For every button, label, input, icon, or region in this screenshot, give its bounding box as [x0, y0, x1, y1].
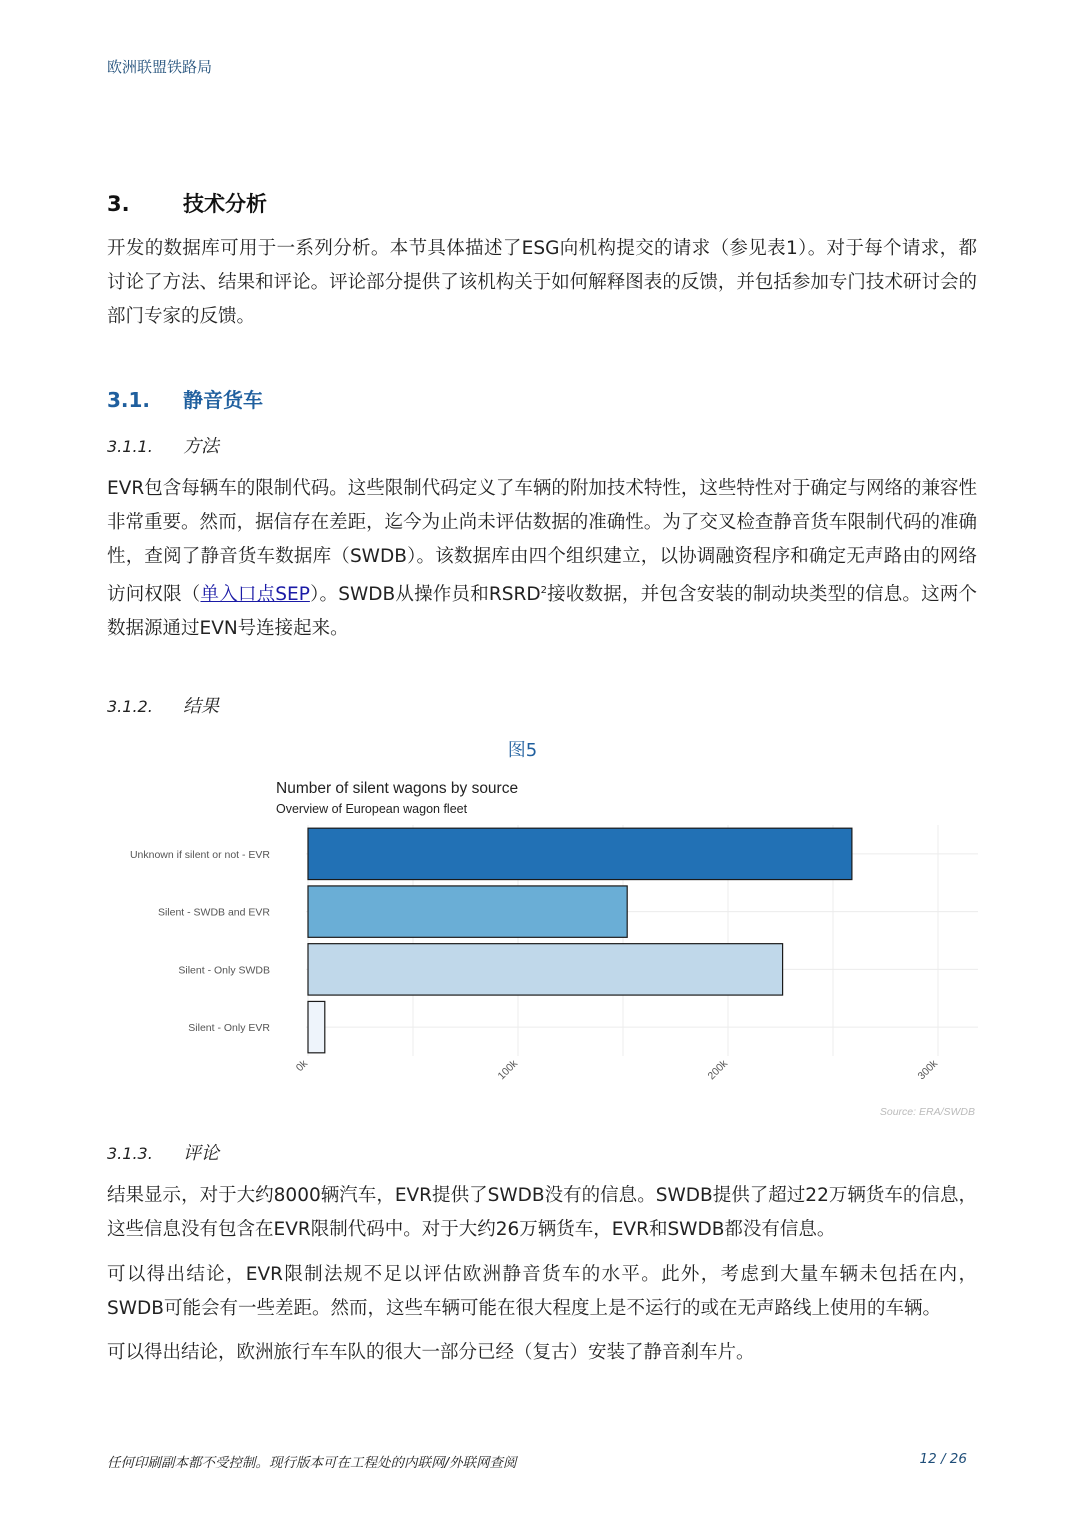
- category-label: Unknown if silent or not - EVR: [129, 848, 270, 861]
- results-number: 3.1.2.: [107, 697, 153, 716]
- section-number: 3.: [107, 192, 130, 216]
- comment-paragraph-2: 可以得出结论，EVR限制法规不足以评估欧洲静音货车的水平。此外，考虑到大量车辆未包括在内，SWDB可能会有一些差距。然而，这些车辆可能在很大程度上是不运行的或在无声路线上使用的车辆。: [107, 1264, 977, 1319]
- comment-heading: [107, 1139, 219, 1165]
- x-tick-label: 300k: [915, 1057, 941, 1083]
- comment-paragraph-1: 结果显示，对于大约8000辆汽车，EVR提供了SWDB没有的信息。SWDB提供了超过22万辆货车的信息，这些信息没有包含在EVR限制代码中。对于大约26万辆货车，EVR和SWDB都没有信息。: [107, 1185, 977, 1240]
- method-heading: [107, 432, 219, 458]
- comment-number: 3.1.3.: [107, 1144, 153, 1163]
- category-label: Silent - Only EVR: [188, 1022, 270, 1035]
- results-title: 结果: [183, 696, 219, 717]
- results-heading: [107, 692, 219, 718]
- bar-1: [308, 828, 852, 879]
- method-text-2: ）。SWDB从操作员和RSRD: [309, 584, 541, 606]
- bar-2: [308, 886, 627, 937]
- bar-3: [308, 944, 783, 995]
- method-paragraph: [107, 472, 977, 646]
- footer-note: 任何印刷副本都不受控制。现行版本可在工程处的内联网/外联网查阅: [107, 1455, 517, 1471]
- chart-tick-labels: [294, 1057, 941, 1082]
- subsection-heading: [107, 384, 263, 413]
- sep-link[interactable]: 单入口点SEP: [200, 584, 310, 606]
- chart-subtitle: Overview of European wagon fleet: [276, 802, 468, 816]
- section-title: 技术分析: [183, 192, 267, 216]
- x-tick-label: 200k: [705, 1057, 731, 1083]
- chart-source: Source: ERA/SWDB: [879, 1106, 975, 1118]
- chart-category-labels: [130, 849, 270, 1034]
- comment-paragraph-3: 可以得出结论，欧洲旅行车车队的很大一部分已经（复古）安装了静音刹车片。: [107, 1342, 755, 1363]
- category-label: Silent - Only SWDB: [178, 964, 270, 977]
- method-text-3: 接收数据，并包含安装的制动块类型的信息。这两个数据源通过EVN号连接起来。: [107, 584, 978, 640]
- section-intro: 开发的数据库可用于一系列分析。本节具体描述了ESG向机构提交的请求（参见表1）。对于每个请求，都讨论了方法、结果和评论。评论部分提供了该机构关于如何解释图表的反馈，并包括参加专门技术研讨会的部门专家的反馈。: [107, 238, 977, 327]
- x-tick-label: 100k: [495, 1057, 521, 1083]
- subsection-number: 3.1.: [107, 388, 151, 412]
- method-text-1: EVR包含每辆车的限制代码。这些限制代码定义了车辆的附加技术特性，这些特性对于确定与网络的兼容性非常重要。然而，据信存在差距，迄今为止尚未评估数据的准确性。为了交叉检查静音货车限制代码的准确性，查阅了静音货车数据库（SWDB）。该数据库由四个组织建立，以协调融资程序和确定无声路由的网络访问权限（: [107, 478, 977, 606]
- category-label: Silent - SWDB and EVR: [157, 906, 270, 919]
- x-tick-label: 0k: [293, 1057, 311, 1074]
- footnote-ref[interactable]: 2: [540, 585, 547, 596]
- page-number: 12 / 26: [919, 1451, 967, 1467]
- section-heading: [107, 188, 267, 218]
- chart-title: Number of silent wagons by source: [276, 780, 519, 797]
- method-number: 3.1.1.: [107, 437, 153, 456]
- figure-label: 图5: [507, 740, 538, 761]
- bar-4: [308, 1001, 325, 1052]
- organization-name: 欧洲联盟铁路局: [107, 58, 213, 76]
- subsection-title: 静音货车: [183, 388, 263, 412]
- silent-wagons-chart: [100, 770, 980, 1122]
- comment-title: 评论: [183, 1143, 219, 1164]
- chart-bars: [308, 828, 852, 1053]
- method-title: 方法: [183, 436, 219, 457]
